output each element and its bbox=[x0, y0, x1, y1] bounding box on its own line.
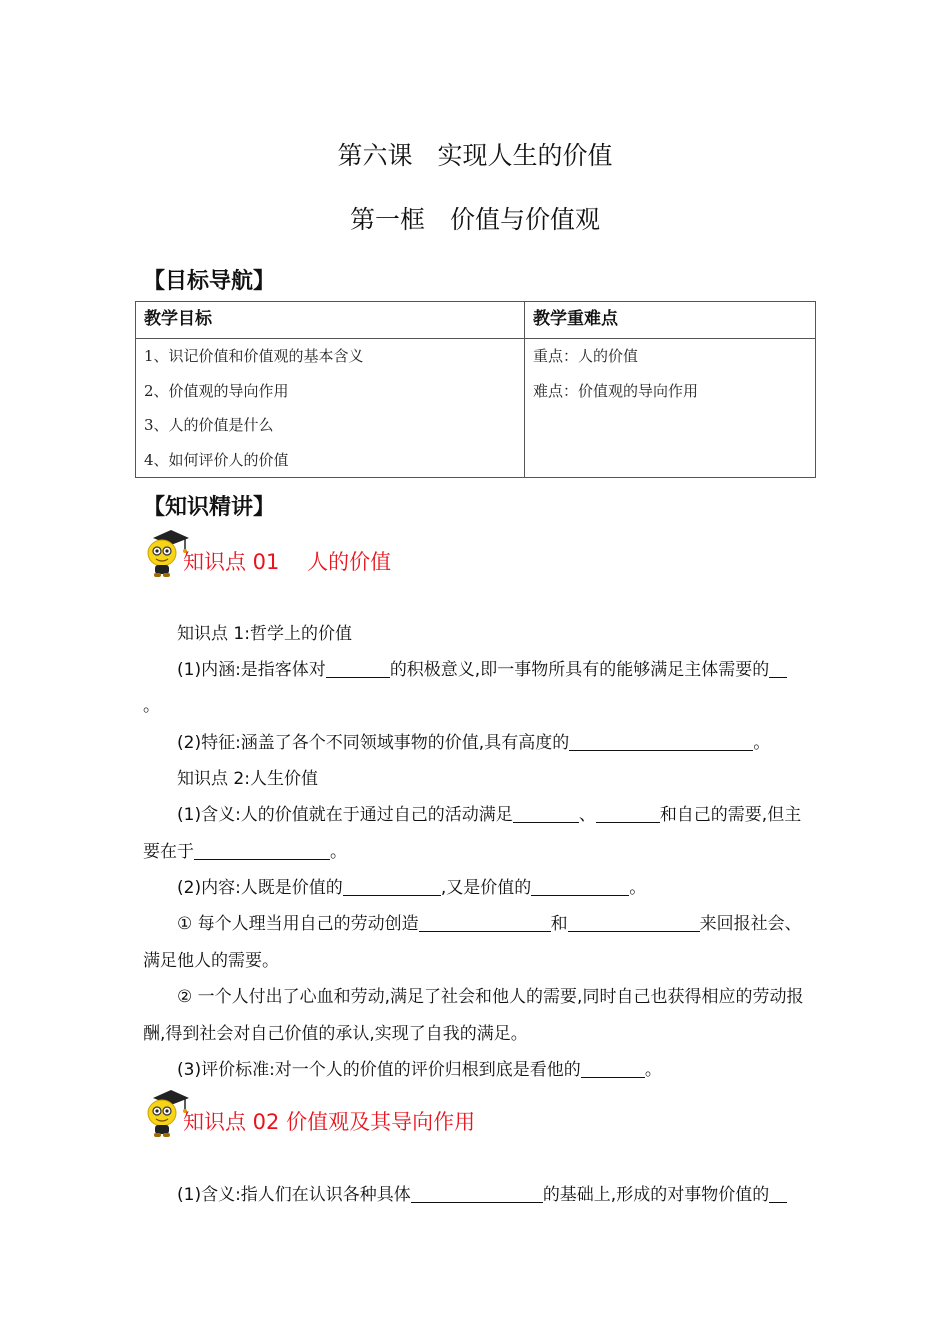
kp1-line-5: ① 每个人理当用自己的劳动创造 和 来回报社会、 bbox=[177, 914, 802, 934]
goals-header-objectives: 教学目标 bbox=[136, 302, 525, 339]
fill-blank[interactable] bbox=[531, 877, 629, 896]
kp1-subheading-2: 知识点 2:人生价值 bbox=[177, 769, 318, 789]
goals-header-key-points: 教学重难点 bbox=[525, 302, 816, 339]
section-knowledge: 【知识精讲】 bbox=[143, 495, 276, 520]
kp1-line-3: (1)含义:人的价值就在于通过自己的活动满足 、 和自己的需要,但主 bbox=[177, 805, 802, 825]
fill-blank[interactable] bbox=[596, 804, 660, 823]
fill-blank[interactable] bbox=[343, 877, 441, 896]
fill-blank[interactable] bbox=[419, 913, 551, 932]
objective-item: 3、人的价值是什么 bbox=[144, 416, 274, 434]
kp1-line-1-cont: 。 bbox=[143, 696, 160, 716]
kp2-title: 知识点 02 价值观及其导向作用 bbox=[183, 1110, 476, 1134]
lesson-title: 第六课 实现人生的价值 bbox=[337, 141, 613, 170]
kp1-line-2: (2)特征:涵盖了各个不同领域事物的价值,具有高度的 。 bbox=[177, 733, 771, 753]
objective-item: 4、如何评价人的价值 bbox=[144, 450, 289, 469]
frame-title: 第一框 价值与价值观 bbox=[349, 205, 600, 234]
kp1-line-6: ② 一个人付出了心血和劳动,满足了社会和他人的需要,同时自己也获得相应的劳动报 bbox=[177, 987, 804, 1007]
objective-item: 1、识记价值和价值观的基本含义 bbox=[144, 347, 364, 365]
kp1-line-3-cont: 要在于 。 bbox=[143, 842, 347, 862]
key-point-item: 难点：价值观的导向作用 bbox=[533, 381, 699, 400]
fill-blank[interactable] bbox=[769, 1184, 787, 1203]
kp1-title: 知识点 01 人的价值 bbox=[183, 550, 392, 574]
fill-blank[interactable] bbox=[569, 732, 753, 751]
fill-blank[interactable] bbox=[194, 841, 330, 860]
kp1-subheading-1: 知识点 1:哲学上的价值 bbox=[177, 624, 352, 644]
objective-item: 2、价值观的导向作用 bbox=[144, 381, 289, 400]
fill-blank[interactable] bbox=[568, 913, 700, 932]
key-points-cell bbox=[525, 339, 816, 478]
kp1-line-1: (1)内涵:是指客体对 的积极意义,即一事物所具有的能够满足主体需要的 bbox=[177, 655, 787, 680]
fill-blank[interactable] bbox=[411, 1184, 543, 1203]
section-goals-nav: 【目标导航】 bbox=[143, 269, 276, 294]
kp2-line-1: (1)含义:指人们在认识各种具体 的基础上,形成的对事物价值的 bbox=[177, 1180, 787, 1205]
objectives-cell bbox=[136, 339, 525, 478]
fill-blank[interactable] bbox=[581, 1059, 645, 1078]
key-point-item: 重点：人的价值 bbox=[533, 347, 639, 365]
kp1-line-4: (2)内容:人既是价值的 ,又是价值的 。 bbox=[177, 878, 647, 898]
fill-blank[interactable] bbox=[326, 659, 390, 678]
goals-table bbox=[135, 301, 816, 478]
kp1-line-6-cont: 酬,得到社会对自己价值的承认,实现了自我的满足。 bbox=[143, 1024, 528, 1044]
fill-blank[interactable] bbox=[769, 659, 787, 678]
kp1-line-5-cont: 满足他人的需要。 bbox=[143, 951, 279, 971]
kp1-line-7: (3)评价标准:对一个人的价值的评价归根到底是看他的 。 bbox=[177, 1060, 662, 1080]
fill-blank[interactable] bbox=[513, 804, 579, 823]
